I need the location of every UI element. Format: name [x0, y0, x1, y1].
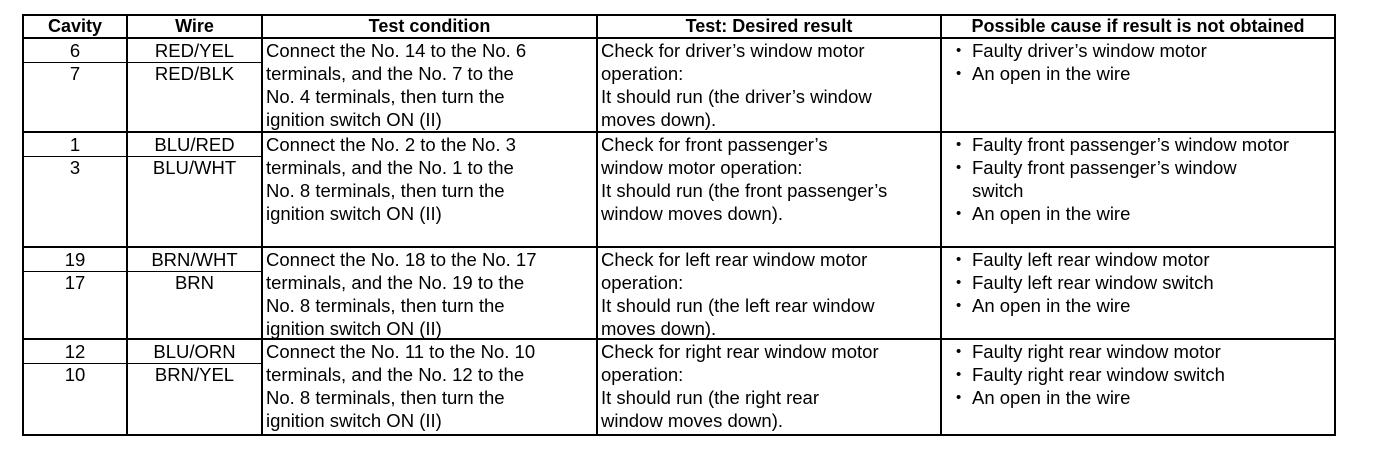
test-condition-cell — [266, 248, 594, 340]
test-condition-text: ignition switch ON (II) — [266, 318, 442, 339]
desired-result-text: It should run (the right rear — [601, 387, 819, 408]
desired-result-text: moves down). — [601, 109, 717, 130]
desired-result-cell — [601, 248, 938, 340]
cavity-number: 6 — [69, 40, 81, 61]
desired-result-cell — [601, 133, 938, 225]
cavity-number: 19 — [64, 249, 86, 270]
wire-color: BRN — [174, 272, 215, 293]
test-condition-text: terminals, and the No. 19 to the — [266, 272, 525, 293]
test-condition-text: No. 8 terminals, then turn the — [266, 180, 505, 201]
cause-item: • An open in the wire — [942, 62, 1334, 85]
desired-result-text: moves down). — [601, 318, 717, 339]
possible-cause-cell — [942, 248, 1334, 317]
test-condition-text: ignition switch ON (II) — [266, 410, 442, 431]
cavity-divider — [24, 62, 261, 63]
test-condition-cell — [266, 133, 594, 225]
cause-list — [942, 133, 1334, 225]
desired-result-text: It should run (the driver’s window — [601, 86, 872, 107]
test-condition-cell — [266, 39, 594, 131]
cavity-divider — [24, 271, 261, 272]
table-row — [24, 131, 1334, 246]
cavity-number: 17 — [64, 272, 86, 293]
test-condition-text: ignition switch ON (II) — [266, 109, 442, 130]
wire-color: RED/BLK — [154, 63, 235, 84]
test-condition-text: terminals, and the No. 7 to the — [266, 63, 514, 84]
wire-color: RED/YEL — [154, 40, 235, 61]
cavity-divider — [24, 363, 261, 364]
test-condition-text: No. 4 terminals, then turn the — [266, 86, 505, 107]
test-condition-text: Connect the No. 18 to the No. 17 — [266, 249, 537, 270]
wire-color: BLU/ORN — [153, 341, 236, 362]
desired-result-text: It should run (the front passenger’s — [601, 180, 888, 201]
test-condition-text: No. 8 terminals, then turn the — [266, 387, 505, 408]
desired-result-text: It should run (the left rear window — [601, 295, 875, 316]
test-condition-text: terminals, and the No. 1 to the — [266, 157, 514, 178]
possible-cause-cell — [942, 340, 1334, 409]
cause-item: • An open in the wire — [942, 202, 1334, 225]
test-condition-text: Connect the No. 14 to the No. 6 — [266, 40, 527, 61]
cause-item: • An open in the wire — [942, 294, 1334, 317]
header-cavity: Cavity — [47, 16, 103, 36]
desired-result-cell — [601, 39, 938, 131]
possible-cause-cell — [942, 39, 1334, 85]
cavity-number: 10 — [64, 364, 86, 385]
wire-color: BLU/WHT — [152, 157, 237, 178]
cause-item: • Faulty front passenger’s window switch — [942, 156, 1292, 202]
test-condition-text: Connect the No. 2 to the No. 3 — [266, 134, 516, 155]
wire-color: BRN/WHT — [151, 249, 238, 270]
table-row — [24, 246, 1334, 338]
wire-color: BLU/RED — [154, 134, 235, 155]
test-condition-text: Connect the No. 11 to the No. 10 — [266, 341, 536, 362]
desired-result-text: Check for front passenger’s — [601, 134, 828, 155]
cause-item: • Faulty driver’s window motor — [942, 39, 1334, 62]
table-header-row — [24, 16, 1334, 39]
cause-item: • Faulty left rear window switch — [942, 271, 1334, 294]
table-row — [24, 338, 1334, 434]
possible-cause-cell — [942, 133, 1334, 225]
desired-result-text: operation: — [601, 272, 684, 293]
header-test-condition: Test condition — [368, 16, 491, 36]
header-desired-result: Test: Desired result — [685, 16, 853, 36]
test-condition-text: ignition switch ON (II) — [266, 203, 442, 224]
cavity-divider — [24, 156, 261, 157]
desired-result-text: window moves down). — [601, 410, 783, 431]
desired-result-text: operation: — [601, 63, 684, 84]
cavity-number: 7 — [69, 63, 81, 84]
cause-item: • An open in the wire — [942, 386, 1334, 409]
cause-list — [942, 340, 1334, 409]
header-possible-cause: Possible cause if result is not obtained — [971, 16, 1305, 36]
wire-color: BRN/YEL — [154, 364, 235, 385]
header-wire: Wire — [175, 16, 214, 36]
cause-list — [942, 248, 1334, 317]
table-row — [24, 39, 1334, 131]
cause-list — [942, 39, 1334, 85]
cause-item: • Faulty front passenger’s window motor — [942, 133, 1292, 156]
cavity-number: 12 — [64, 341, 86, 362]
cause-item: • Faulty right rear window motor — [942, 340, 1334, 363]
desired-result-text: window motor operation: — [601, 157, 803, 178]
diagnostic-table — [22, 14, 1336, 436]
desired-result-text: Check for right rear window motor — [601, 341, 879, 362]
cavity-number: 3 — [69, 157, 81, 178]
desired-result-text: window moves down). — [601, 203, 783, 224]
test-condition-text: No. 8 terminals, then turn the — [266, 295, 505, 316]
desired-result-text: Check for driver’s window motor — [601, 40, 865, 61]
cause-item: • Faulty left rear window motor — [942, 248, 1334, 271]
test-condition-text: terminals, and the No. 12 to the — [266, 364, 525, 385]
cavity-number: 1 — [69, 134, 81, 155]
desired-result-text: operation: — [601, 364, 684, 385]
test-condition-cell — [266, 340, 594, 432]
desired-result-text: Check for left rear window motor — [601, 249, 868, 270]
cause-item: • Faulty right rear window switch — [942, 363, 1334, 386]
desired-result-cell — [601, 340, 938, 432]
